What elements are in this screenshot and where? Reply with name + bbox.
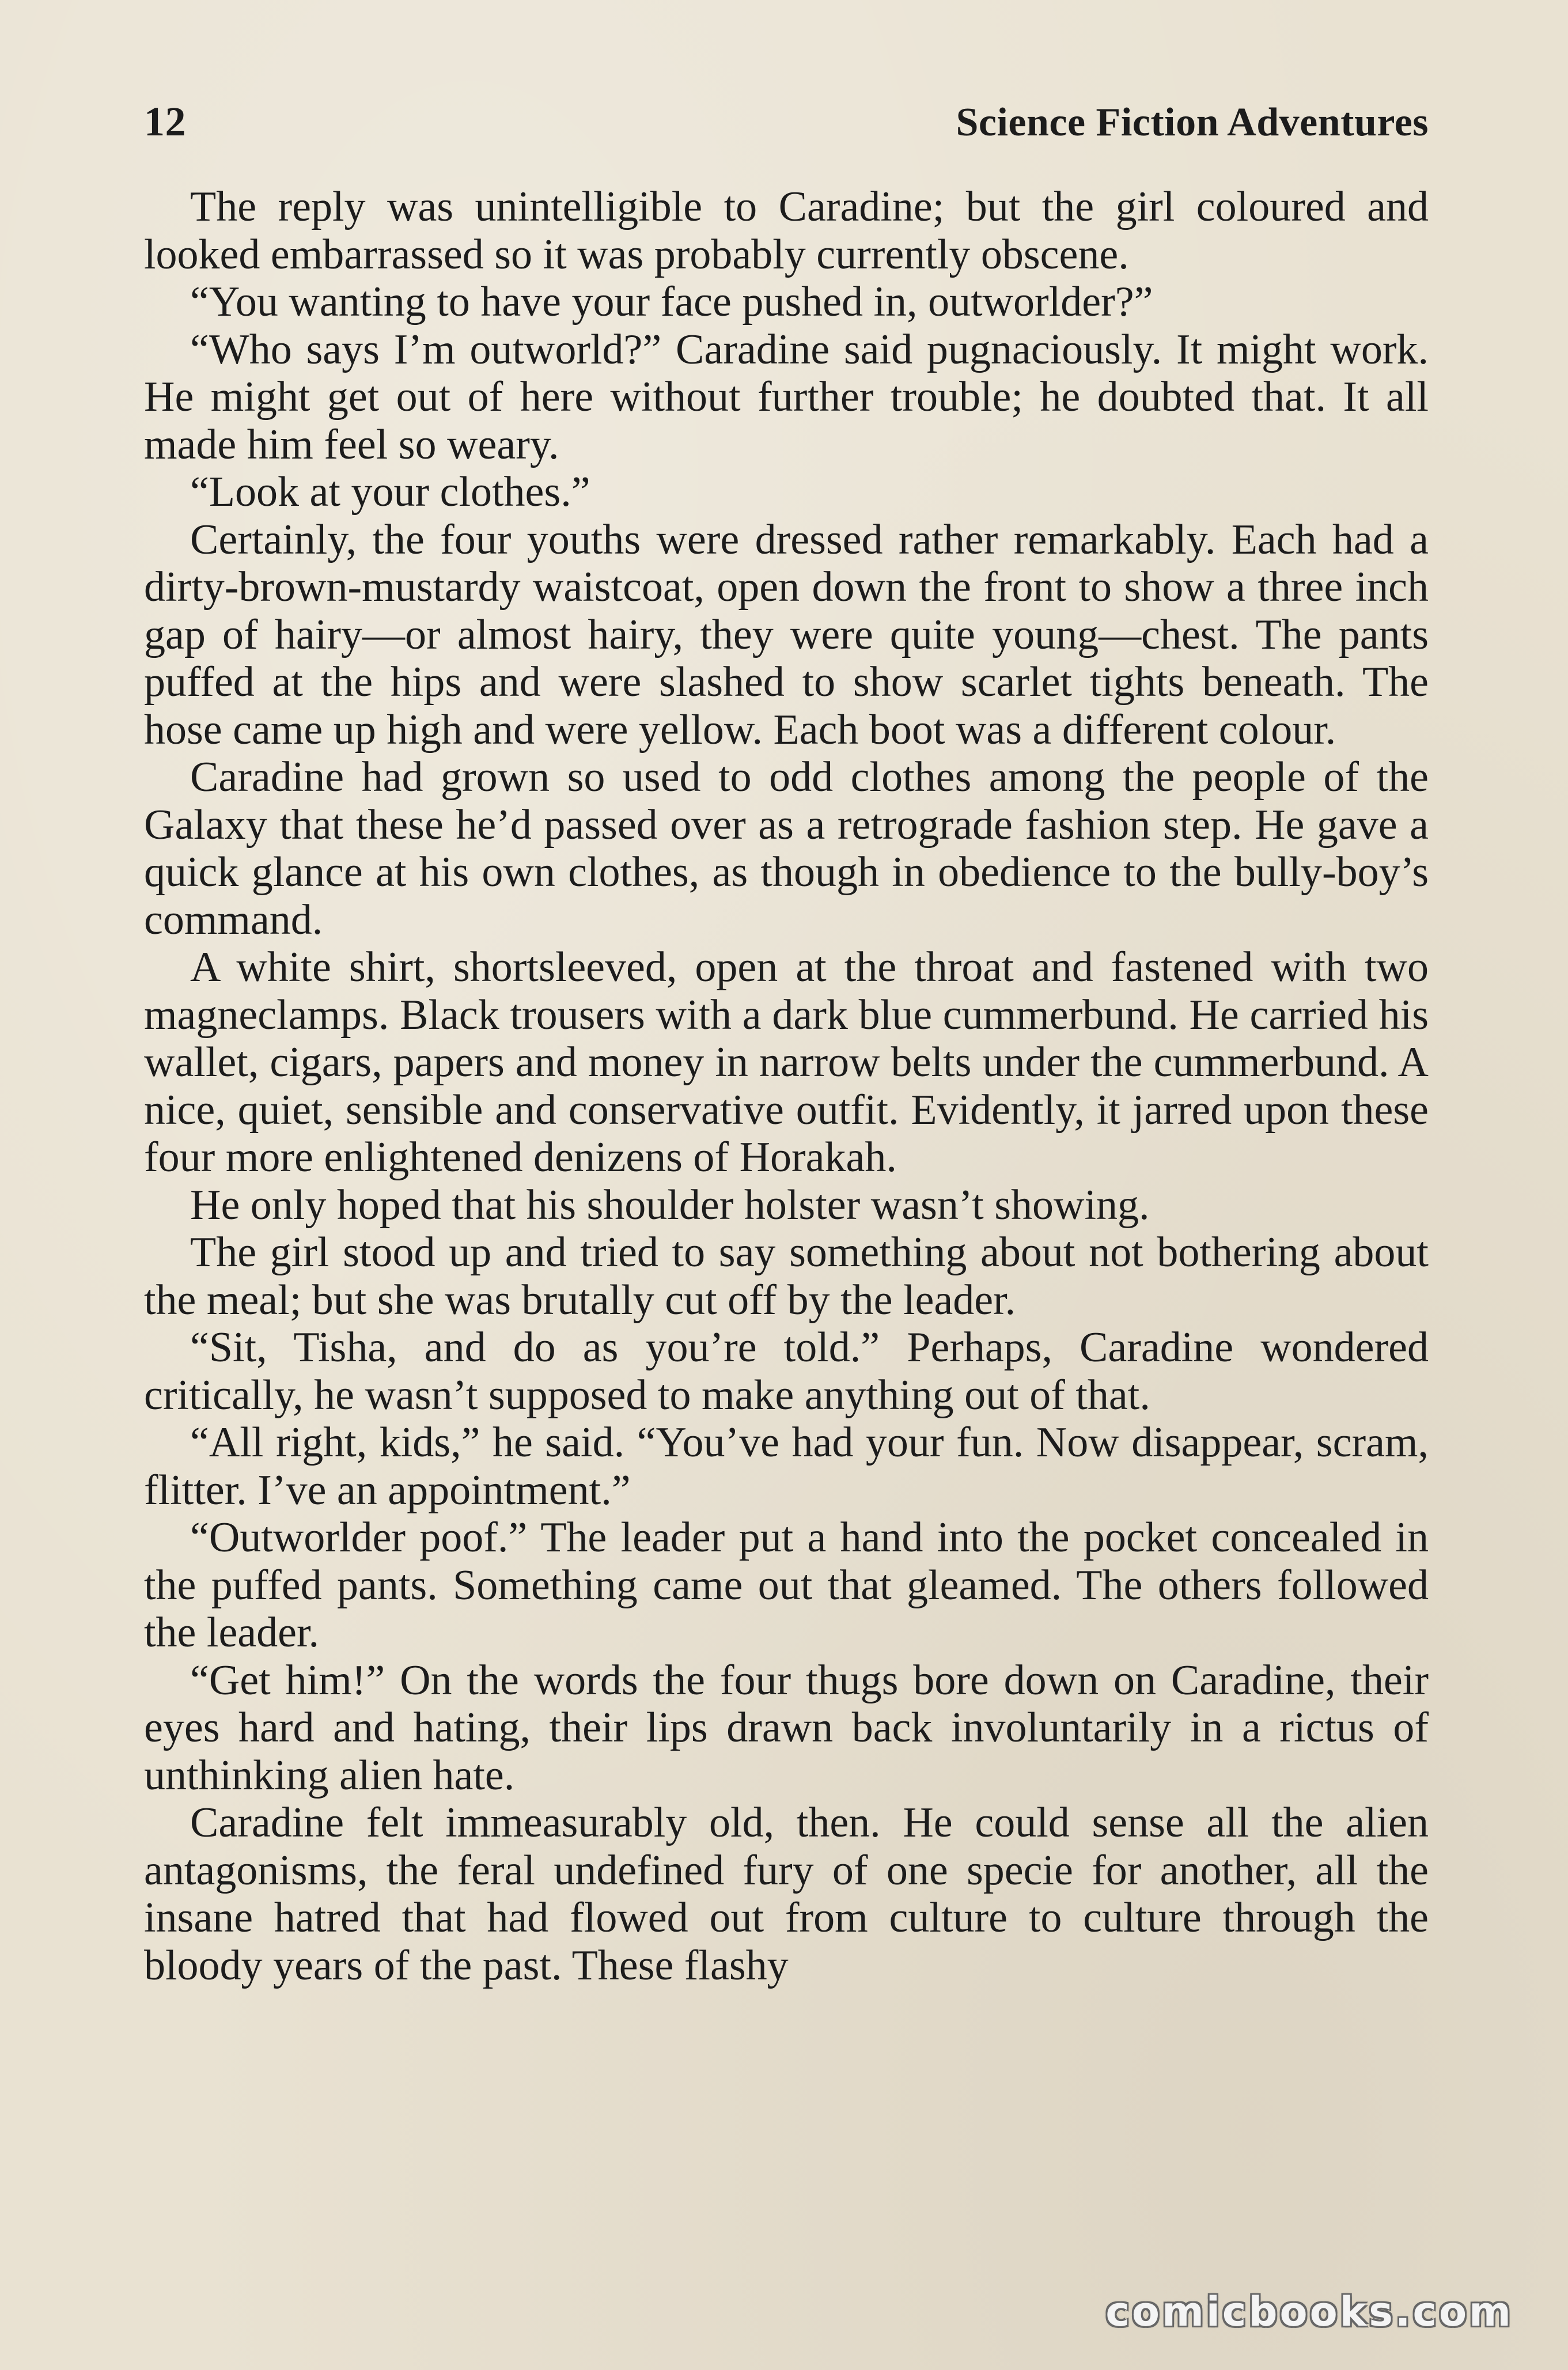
paragraph: The girl stood up and tried to say something about not bothering about the meal; but she was brutally cut off by the leader. (144, 1229, 1429, 1324)
body-text (144, 183, 1429, 1989)
page-header (144, 98, 1429, 161)
paragraph: “All right, kids,” he said. “You’ve had your fun. Now disappear, scram, flitter. I’ve an appointment.” (144, 1419, 1429, 1514)
paragraph: “Get him!” On the words the four thugs bore down on Caradine, their eyes hard and hating, their lips drawn back involuntarily in a rictus of unthinking alien hate. (144, 1656, 1429, 1799)
paragraph: “Look at your clothes.” (190, 468, 590, 516)
page-number: 12 (144, 99, 186, 145)
paragraph: “Outworlder poof.” The leader put a hand into the pocket concealed in the puffed pants. Something came out that gleamed. The others followed the leader. (144, 1514, 1429, 1656)
paragraph: “You wanting to have your face pushed in, outworlder?” (190, 278, 1153, 325)
paragraph: He only hoped that his shoulder holster wasn’t showing. (190, 1181, 1150, 1229)
paragraph: The reply was unintelligible to Caradine; but the girl coloured and looked embarrassed so it was probably currently obscene. (144, 183, 1429, 278)
paragraph: Certainly, the four youths were dressed rather remarkably. Each had a dirty-brown-mustardy waistcoat, open down the front to show a three inch gap of hairy—or almost hairy, they were quite young—chest. The pants puffed at the hips and were slashed to show scarlet tights beneath. The hose came up high and were yellow. Each boot was a different colour. (144, 516, 1429, 754)
paragraph: A white shirt, shortsleeved, open at the throat and fastened with two magneclamps. Black trousers with a dark blue cummerbund. He carried his wallet, cigars, papers and money in narrow belts under the cummerbund. A nice, quiet, sensible and conservative outfit. Evidently, it jarred upon these four more enlightened denizens of Horakah. (144, 944, 1429, 1181)
book-page (144, 98, 1429, 2287)
paragraph: “Sit, Tisha, and do as you’re told.” Perhaps, Caradine wondered critically, he wasn’t supposed to make anything out of that. (144, 1324, 1429, 1419)
watermark: comicbooks.com (1105, 2288, 1513, 2335)
paragraph: Caradine had grown so used to odd clothes among the people of the Galaxy that these he’d passed over as a retrograde fashion step. He gave a quick glance at his own clothes, as though in obedience to the bully-boy’s command. (144, 754, 1429, 944)
paragraph: “Who says I’m outworld?” Caradine said pugnaciously. It might work. He might get out of here without further trouble; he doubted that. It all made him feel so weary. (144, 325, 1429, 468)
paragraph: Caradine felt immeasurably old, then. He could sense all the alien antagonisms, the feral undefined fury of one specie for another, all the insane hatred that had flowed out from culture to culture through the bloody years of the past. These flashy (144, 1799, 1429, 1989)
running-title: Science Fiction Adventures (956, 100, 1429, 145)
